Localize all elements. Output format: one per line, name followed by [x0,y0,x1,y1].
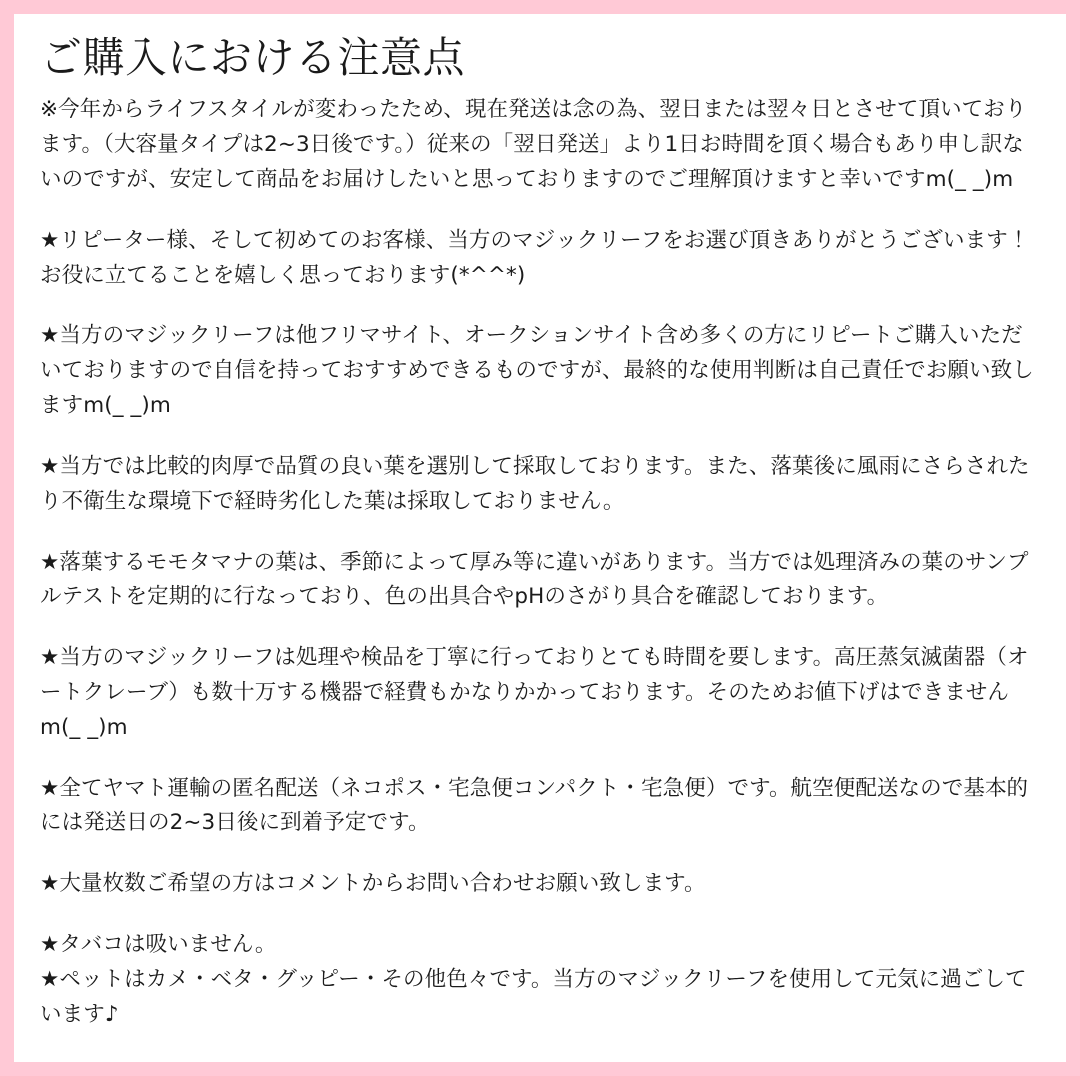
paragraph-no-smoking: ★タバコは吸いません。 [40,932,277,958]
paragraph-repeat-purchase: ★当方のマジックリーフは他フリマサイト、オークションサイト含め多くの方にリピートご購入いただいておりますので自信を持っておすすめできるものですが、最終的な使用判断は自己責任でお願い致しますm(_ _)m [40,323,1034,419]
paragraph-leaf-quality: ★当方では比較的肉厚で品質の良い葉を選別して採取しております。また、落葉後に風雨にさらされたり不衛生な環境下で経時劣化した葉は採取しておりません。 [40,453,1030,514]
paragraph-thanks: ★リピーター様、そして初めてのお客様、当方のマジックリーフをお選び頂きありがとうございます！お役に立てることを嬉しく思っております(*^^*) [40,227,1030,288]
paragraph-bulk-order: ★大量枚数ご希望の方はコメントからお問い合わせお願い致します。 [40,871,706,897]
paragraph-shipping-method: ★全てヤマト運輸の匿名配送（ネコポス・宅急便コンパクト・宅急便）です。航空便配送なので基本的には発送日の2~3日後に到着予定です。 [40,775,1029,836]
paragraph-shipping-notice: ※今年からライフスタイルが変わったため、現在発送は念の為、翌日または翌々日とさせて頂いております。（大容量タイプは2~3日後です。）従来の「翌日発送」より1日お時間を頂く場合もあり申し訳ないのですが、安定して商品をお届けしたいと思っておりますのでご理解頂けますと幸いですm(_ _)m [40,97,1027,192]
notice-card [14,14,1066,1062]
paragraph-sample-test: ★落葉するモモタマナの葉は、季節によって厚み等に違いがあります。当方では処理済みの葉のサンプルテストを定期的に行なっており、色の出具合やpHのさがり具合を確認しております。 [40,549,1029,610]
page-title: ご購入における注意点 [40,33,466,82]
paragraph-no-discount: ★当方のマジックリーフは処理や検品を丁寧に行っておりとても時間を要します。高圧蒸気滅菌器（オートクレーブ）も数十万する機器で経費もかなりかかっております。そのためお値下げはできませんm(_ _)m [40,645,1029,740]
paragraph-pets: ★ペットはカメ・ベタ・グッピー・その他色々です。当方のマジックリーフを使用して元気に過ごしています♪ [40,966,1027,1027]
